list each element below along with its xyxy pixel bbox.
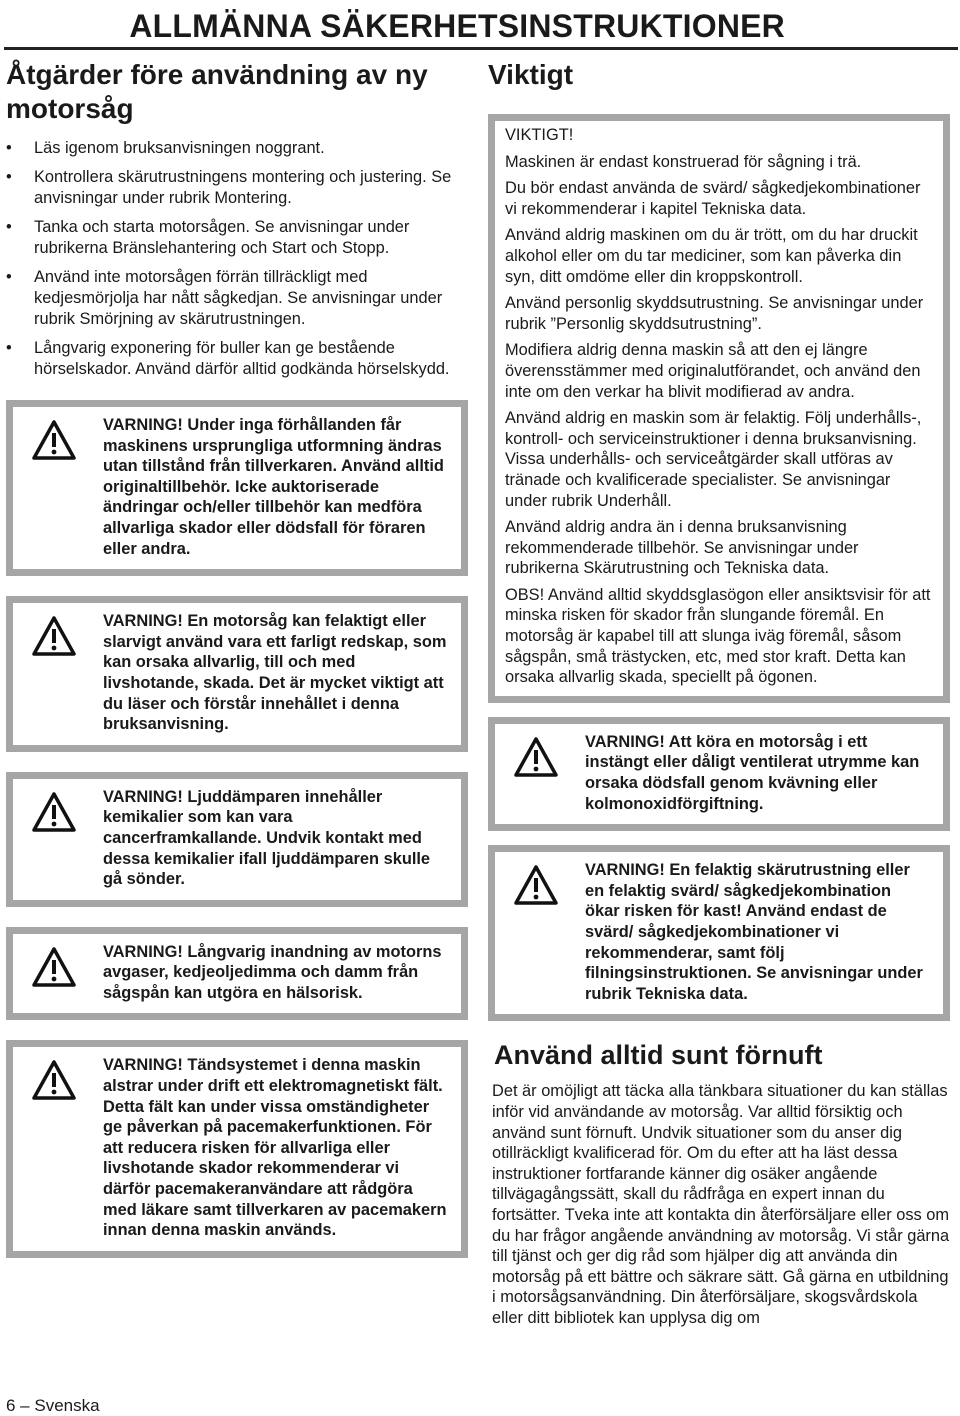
warning-box (6, 772, 468, 907)
warning-triangle-icon (31, 615, 77, 657)
list-item: • Tanka och starta motorsågen. Se anvisningar under rubrikerna Bränslehantering och Start och Stopp. (6, 217, 468, 259)
page-footer: 6 – Svenska (6, 1396, 100, 1415)
warning-text: VARNING! Ljuddämparen innehåller kemikalier som kan vara cancerframkallande. Undvik kontakt med dessa kemikalier ifall ljuddämparen skulle gå sönder. (103, 787, 431, 889)
list-item: • Långvarig exponering för buller kan ge bestående hörselskador. Använd därför alltid godkända hörselskydd. (6, 338, 468, 380)
important-paragraph: Använd aldrig maskinen om du är trött, om du har druckit alkohol eller om du tar mediciner, som kan påverka din syn, ditt omdöme eller din kroppskontroll. (505, 226, 918, 286)
warning-text: VARNING! Tändsystemet i denna maskin alstrar under drift ett elektromagnetiskt fält. Detta fält kan under vissa omständigheter ge påverkan på pacemakerfunktionen. För att reducera risken för allvarliga eller livshotande skador rekommenderar vi därför pacemakeranvändare att rådgöra med läkare samt tillverkaren av pacemakern innan denna maskin används. (103, 1056, 447, 1240)
important-paragraph: Använd aldrig andra än i denna bruksanvisning rekommenderade tillbehör. Se anvisningar under rubrikerna Skärutrustning och Tekniska data. (505, 518, 859, 578)
important-box (488, 114, 950, 703)
warning-triangle-icon (31, 791, 77, 833)
bullet-list (6, 138, 468, 380)
warning-triangle-icon (31, 946, 77, 988)
warning-box (488, 717, 950, 831)
important-paragraph: VIKTIGT! (505, 126, 574, 144)
common-sense-paragraph: Det är omöjligt att täcka alla tänkbara situationer du kan ställas inför vid användande av motorsåg. Var alltid försiktig och använd sunt förnuft. Undvik situationer som du anser dig otillräckligt kvalificerad för. Om du efter att ha läst dessa instruktioner fortfarande känner dig osäker angående tillvägagångssätt, skall du rådfråga en expert innan du fortsätter. Tveka inte att kontakta din återförsäljare eller oss om du har frågor angående användning av motorsåg. Vi står gärna till tjänst och ger dig råd som hjälper dig att använda din motorsåg på ett bättre och säkrare sätt. Gå gärna en utbildning i motorsågsanvändning. Din återförsäljare, skogsvårdskola eller ditt bibliotek kan upplysa dig om (492, 1082, 950, 1327)
warning-text: VARNING! Långvarig inandning av motorns avgaser, kedjeoljedimma och damm från sågspån kan utgöra en hälsorisk. (103, 942, 442, 1002)
important-paragraph: Använd aldrig en maskin som är felaktig. Följ underhålls-, kontroll- och serviceinstruktioner i denna bruksanvisning. Vissa underhålls- och serviceåtgärder skall utföras av tränade och kvalificerade specialister. Se anvisningar under rubrik Underhåll. (505, 409, 922, 510)
list-item: • Läs igenom bruksanvisningen noggrant. (6, 138, 468, 159)
warning-triangle-icon (31, 1059, 77, 1101)
warning-triangle-icon (513, 864, 559, 906)
warning-box (6, 927, 468, 1021)
warning-text: VARNING! Att köra en motorsåg i ett instängt eller dåligt ventilerat utrymme kan orsaka dödsfall genom kvävning eller kolmonoxidförgiftning. (585, 732, 920, 813)
warning-text: VARNING! En felaktig skärutrustning eller en felaktig svärd/ sågkedjekombination ökar risken för kast! Använd endast de svärd/ sågkedjekombinationer vi rekommenderar, samt följ filningsinstruktionen. Se anvisningar under rubrik Tekniska data. (585, 861, 923, 1003)
page-header-title: ALLMÄNNA SÄKERHETSINSTRUKTIONER (129, 8, 785, 44)
header-rule (4, 47, 958, 50)
warning-triangle-icon (513, 736, 559, 778)
warning-text: VARNING! Under inga förhållanden får maskinens ursprungliga utformning ändras utan tillstånd från tillverkaren. Använd alltid originaltillbehör. Icke auktoriserade ändringar och/eller tillbehör kan medföra allvarliga skador eller dödsfall för föraren eller andra. (103, 416, 444, 558)
section-heading-before-use: Åtgärder före användning av ny motorsåg (6, 59, 428, 124)
section-heading-common-sense: Använd alltid sunt förnuft (494, 1040, 823, 1071)
warning-box (6, 400, 468, 576)
warning-box (6, 596, 468, 752)
section-heading-viktigt: Viktigt (488, 59, 574, 90)
warning-triangle-icon (31, 419, 77, 461)
important-paragraph: OBS! Använd alltid skyddsglasögon eller ansiktsvisir för att minska risken för skador från slungande föremål. En motorsåg är kapabel till att slunga iväg föremål, såsom sågspån, små trästycken, etc, med stor kraft. Detta kan orsaka allvarlig skada, speciellt på ögonen. (505, 585, 931, 687)
important-paragraph: Modifiera aldrig denna maskin så att den ej längre överensstämmer med originalutförandet, och använd den inte om den verkar ha blivit modifierad av andra. (505, 341, 921, 401)
important-paragraph: Du bör endast använda de svärd/ sågkedjekombinationer vi rekommenderar i kapitel Tekniska data. (505, 179, 921, 218)
important-paragraph: Maskinen är endast konstruerad för sågning i trä. (505, 152, 862, 171)
left-column (6, 58, 468, 1258)
warning-text: VARNING! En motorsåg kan felaktigt eller slarvigt använd vara ett farligt redskap, som kan orsaka allvarlig, till och med livshotande, skada. Det är mycket viktigt att du läser och förstår innehållet i denna bruksanvisning. (103, 612, 447, 734)
list-item: • Kontrollera skärutrustningens montering och justering. Se anvisningar under rubrik Montering. (6, 167, 468, 209)
list-item: • Använd inte motorsågen förrän tillräckligt med kedjesmörjolja har nått sågkedjan. Se anvisningar under rubrik Smörjning av skärutrustningen. (6, 267, 468, 330)
important-paragraph: Använd personlig skyddsutrustning. Se anvisningar under rubrik ”Personlig skyddsutrustning”. (505, 294, 924, 333)
warning-box (488, 845, 950, 1021)
warning-box (6, 1040, 468, 1257)
right-column (488, 58, 950, 1329)
